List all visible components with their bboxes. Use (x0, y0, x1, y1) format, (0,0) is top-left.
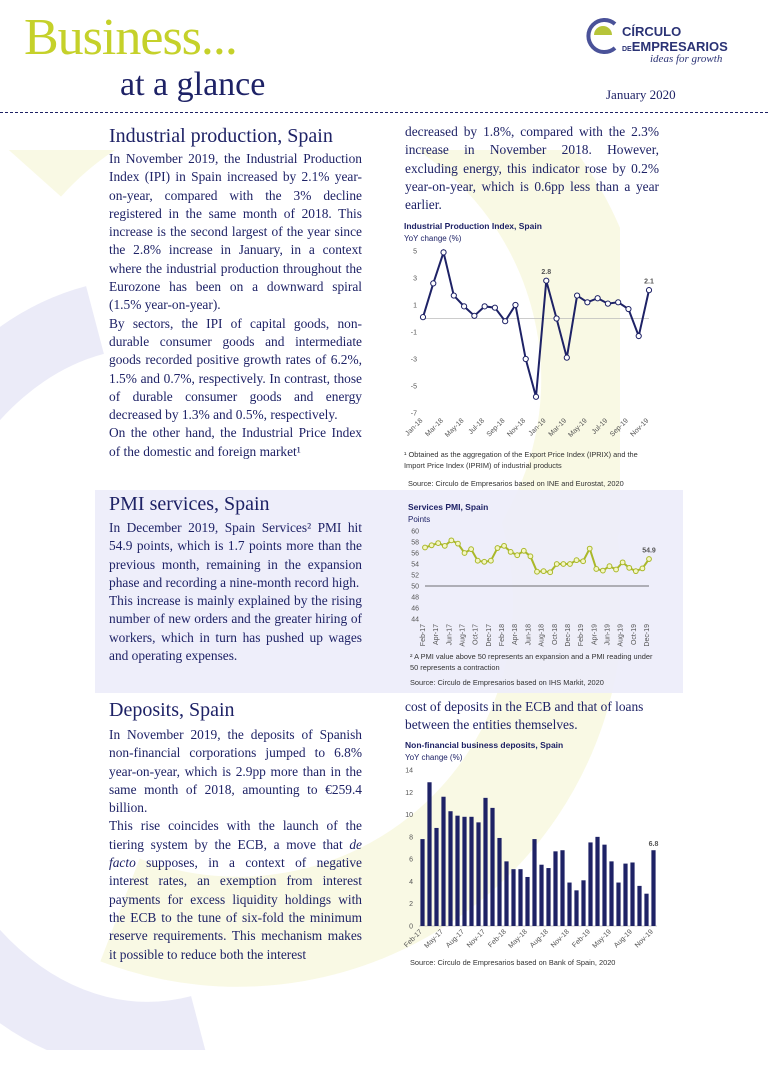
x-tick-label: Nov-18 (549, 928, 571, 950)
bar (532, 839, 536, 926)
y-tick-label: 58 (411, 539, 419, 547)
x-tick-label: Feb-19 (571, 928, 592, 950)
bar (469, 817, 473, 926)
x-tick-label: May-19 (591, 928, 613, 950)
deposits-chart-title: Non-financial business deposits, Spain (405, 740, 564, 750)
x-tick-label: Dec-19 (644, 624, 651, 647)
data-point (521, 548, 526, 553)
data-point (513, 302, 518, 307)
y-tick-label: 50 (411, 583, 419, 591)
issue-date: January 2020 (606, 87, 676, 102)
bar (637, 886, 641, 926)
ipi-paragraph: In November 2019, the Industrial Production Index (IPI) in Spain increased by 2.1% year-on-year, compared with the 3% decline registered in the same month of 2018. This increase is the second largest of the year since the 2.8% increase in January, in a context where the industrial production throughout the Eurozone has been on a downward spiral (1.5% year-on-year). (109, 151, 362, 313)
x-tick-label: Apr-19 (591, 624, 599, 646)
ipi-heading: Industrial production, Spain (109, 125, 333, 147)
pmi-heading: PMI services, Spain (109, 493, 270, 515)
y-tick-label: 1 (413, 302, 417, 310)
bar (581, 880, 585, 926)
header-divider (0, 112, 768, 113)
data-point (585, 300, 590, 305)
bar (553, 851, 557, 926)
bar (455, 816, 459, 926)
y-tick-label: 6 (409, 856, 413, 864)
circulo-logo-icon (585, 16, 619, 56)
data-point (472, 313, 477, 318)
data-point (502, 543, 507, 548)
logo-text-line1: CÍRCULO (622, 24, 682, 39)
data-point (469, 547, 474, 552)
ipi-paragraph: On the other hand, the Industrial Price Index of the domestic and foreign market¹ (109, 425, 362, 459)
bar (623, 864, 627, 926)
deposits-body (109, 726, 362, 964)
bar (497, 838, 501, 926)
data-point (451, 293, 456, 298)
data-point (600, 568, 605, 573)
bar (539, 865, 543, 926)
ipi-chart-title: Industrial Production Index, Spain (404, 221, 542, 231)
x-tick-label: Mar-19 (547, 417, 569, 439)
x-tick-label: Nov-19 (633, 928, 655, 950)
data-point (636, 333, 641, 338)
ipi-footnote: ¹ Obtained as the aggregation of the Export Price Index (IPRIX) and the Import Price Index (IPRIM) of industrial products (404, 450, 638, 470)
x-tick-label: Aug-19 (617, 624, 625, 647)
bar (567, 883, 571, 926)
y-tick-label: 0 (409, 923, 413, 931)
bar (546, 868, 550, 926)
bar (525, 877, 529, 926)
data-point (554, 562, 559, 567)
pmi-chart (400, 524, 662, 650)
x-tick-label: Oct-19 (630, 624, 638, 646)
ipi-chart (400, 244, 662, 444)
x-tick-label: May-18 (444, 417, 466, 439)
data-point (456, 541, 461, 546)
data-label: 6.8 (648, 841, 659, 849)
data-point (574, 293, 579, 298)
x-tick-label: Jan-19 (527, 417, 548, 438)
deposits-body-continued: cost of deposits in the ECB and that of loans between the entities themselves. (405, 699, 644, 733)
data-point (423, 545, 428, 550)
bar (560, 850, 564, 926)
y-tick-label: -1 (410, 329, 417, 337)
data-point (420, 315, 425, 320)
text-run: This rise coincides with the launch of the tiering system by the ECB, a move that (109, 818, 362, 852)
x-tick-label: Oct-18 (551, 624, 559, 646)
data-point (492, 305, 497, 310)
data-point (503, 319, 508, 324)
x-tick-label: Aug-18 (528, 928, 550, 950)
x-tick-label: Feb-18 (499, 624, 507, 647)
data-point (616, 300, 621, 305)
y-tick-label: 48 (411, 594, 419, 602)
data-point (640, 566, 645, 571)
pmi-paragraph: This increase is mainly explained by the rising number of new orders and the greater hiring of workers, which in turn has pushed up wages and operating expenses. (109, 593, 362, 664)
data-point (594, 567, 599, 572)
bar (651, 850, 655, 926)
data-point (605, 301, 610, 306)
data-point (614, 567, 619, 572)
deposits-chart-unit: YoY change (%) (405, 753, 463, 762)
y-tick-label: 52 (411, 572, 419, 580)
data-point (495, 546, 500, 551)
x-tick-label: Dec-18 (564, 624, 572, 647)
logo-text-line2 (622, 39, 728, 54)
pmi-source: Source: Circulo de Empresarios based on IHS Markit, 2020 (410, 678, 604, 687)
data-point (475, 558, 480, 563)
data-point (568, 562, 573, 567)
data-point (548, 570, 553, 575)
x-tick-label: Aug-19 (612, 928, 634, 950)
x-tick-label: Aug-17 (444, 928, 466, 950)
x-tick-label: Sep-18 (485, 417, 507, 439)
bar (462, 817, 466, 926)
pmi-body (109, 519, 362, 665)
x-tick-label: May-18 (507, 928, 529, 950)
deposits-paragraph (109, 817, 362, 963)
deposits-paragraph: In November 2019, the deposits of Spanish non-financial corporations jumped to 6.8% year-on-year, which is 2.9pp more than in the same month of 2018, amounting to €259.4 billion. (109, 727, 362, 816)
data-point (620, 560, 625, 565)
data-point (595, 296, 600, 301)
y-tick-label: 10 (405, 812, 413, 820)
data-point (607, 564, 612, 569)
y-tick-label: 12 (405, 789, 413, 797)
logo-tagline: ideas for growth (650, 53, 723, 65)
y-tick-label: -7 (410, 410, 417, 418)
y-tick-label: -3 (410, 356, 417, 364)
x-tick-label: Oct-17 (472, 624, 480, 646)
x-tick-label: Feb-19 (578, 624, 586, 647)
x-tick-label: Jun-19 (604, 624, 612, 646)
x-tick-label: Sep-19 (608, 417, 630, 439)
x-tick-label: May-17 (423, 928, 445, 950)
logo-name: EMPRESARIOS (631, 39, 728, 54)
bar (588, 842, 592, 926)
bar (504, 861, 508, 926)
data-point (462, 551, 467, 556)
data-point (449, 538, 454, 543)
bar (448, 811, 452, 926)
data-point (429, 543, 434, 548)
y-tick-label: 5 (413, 248, 417, 256)
data-point (541, 569, 546, 574)
bar (476, 822, 480, 926)
data-point (587, 546, 592, 551)
x-tick-label: Feb-18 (487, 928, 508, 950)
bar (518, 869, 522, 926)
y-tick-label: 8 (409, 834, 413, 842)
bar (511, 869, 515, 926)
x-tick-label: May-19 (567, 417, 589, 439)
data-point (633, 569, 638, 574)
data-point (647, 557, 652, 562)
pmi-paragraph: In December 2019, Spain Services² PMI hit 54.9 points, which is 1.7 points more than the previous month, remaining in the expansion phase and recording a nine-month record high. (109, 520, 362, 590)
data-label: 2.8 (541, 269, 552, 277)
bar (574, 890, 578, 926)
data-point (561, 562, 566, 567)
publication-subtitle: at a glance (120, 66, 266, 103)
data-point (442, 543, 447, 548)
y-tick-label: 56 (411, 550, 419, 558)
pmi-footnote: ² A PMI value above 50 represents an expansion and a PMI reading under 50 represents a contraction (410, 652, 653, 672)
x-tick-label: Mar-18 (424, 417, 445, 439)
ipi-paragraph: By sectors, the IPI of capital goods, non-durable consumer goods and intermediate goods recorded positive growth rates of 6.2%, 1.5% and 0.7%, respectively. In contrast, those of durable consumer goods and energy decreased by 1.3% and 0.5%, respectively. (109, 315, 362, 423)
data-point (488, 558, 493, 563)
data-point (508, 550, 513, 555)
data-point (626, 306, 631, 311)
y-tick-label: 44 (411, 616, 419, 624)
deposits-heading: Deposits, Spain (109, 699, 235, 721)
data-label: 2.1 (644, 278, 654, 286)
data-point (646, 288, 651, 293)
y-tick-label: 60 (411, 528, 419, 536)
x-tick-label: Jan-18 (404, 417, 425, 438)
bar (441, 797, 445, 926)
x-tick-label: Aug-18 (538, 624, 546, 647)
logo-prefix: DE (622, 46, 632, 53)
data-point (515, 553, 520, 558)
x-tick-label: Jun-18 (525, 624, 533, 646)
bar (434, 828, 438, 926)
bar (644, 894, 648, 926)
ipi-source: Source: Circulo de Empresarios based on INE and Eurostat, 2020 (408, 479, 624, 488)
x-tick-label: Nov-17 (465, 928, 487, 950)
data-label: 54.9 (642, 547, 656, 555)
bar (483, 798, 487, 926)
x-tick-label: Nov-19 (629, 417, 651, 439)
bar (490, 808, 494, 926)
data-point (564, 355, 569, 360)
x-tick-label: Apr-17 (433, 624, 441, 646)
pmi-chart-title: Services PMI, Spain (408, 502, 489, 512)
data-point (544, 278, 549, 283)
data-point (523, 356, 528, 361)
bar (420, 839, 424, 926)
x-tick-label: Nov-18 (506, 417, 528, 439)
data-point (482, 559, 487, 564)
y-tick-label: 46 (411, 605, 419, 613)
ipi-body (109, 150, 362, 461)
series-line (423, 252, 649, 396)
x-tick-label: Jun-17 (446, 624, 454, 646)
publication-title: Business... (24, 9, 237, 66)
data-point (482, 304, 487, 309)
y-tick-label: 2 (409, 901, 413, 909)
data-point (431, 281, 436, 286)
bar (602, 845, 606, 926)
bar (427, 782, 431, 926)
text-run: supposes, in a context of negative interest rates, an exemption from interest payments for excess liquidity holdings with the ECB to the tune of six-fold the minimum reserve requirements. This mechanism makes it possible to reduce both the interest (109, 855, 362, 962)
bar (630, 862, 634, 926)
x-tick-label: Aug-17 (459, 624, 467, 647)
bar (609, 861, 613, 926)
text-run-italic: de facto (109, 836, 362, 871)
x-tick-label: Dec-17 (485, 624, 493, 647)
ipi-chart-unit: YoY change (%) (404, 234, 462, 243)
data-point (528, 554, 533, 559)
y-tick-label: -5 (410, 383, 417, 391)
data-point (436, 541, 441, 546)
y-tick-label: 54 (411, 561, 419, 569)
y-tick-label: 14 (405, 767, 413, 775)
x-tick-label: Jul-18 (467, 417, 487, 436)
data-point (461, 304, 466, 309)
pmi-chart-unit: Points (408, 515, 431, 524)
data-point (554, 316, 559, 321)
deposits-chart (400, 762, 662, 952)
deposits-source: Source: Circulo de Empresarios based on Bank of Spain, 2020 (410, 958, 616, 967)
data-point (533, 394, 538, 399)
data-point (441, 250, 446, 255)
x-tick-label: Apr-18 (512, 624, 520, 646)
x-tick-label: Feb-17 (403, 928, 424, 950)
data-point (535, 569, 540, 574)
bar (616, 883, 620, 926)
data-point (627, 565, 632, 570)
ipi-body-continued: decreased by 1.8%, compared with the 2.3% increase in November 2018. However, excluding energy, this indicator rose by 0.2% year-on-year, which is 0.6pp less than a year earlier. (405, 124, 659, 213)
x-tick-label: Jul-19 (590, 417, 610, 436)
x-tick-label: Feb-17 (420, 624, 427, 647)
data-point (574, 558, 579, 563)
y-tick-label: 4 (409, 878, 413, 886)
bar (595, 837, 599, 926)
data-point (581, 559, 586, 564)
y-tick-label: 3 (413, 275, 417, 283)
